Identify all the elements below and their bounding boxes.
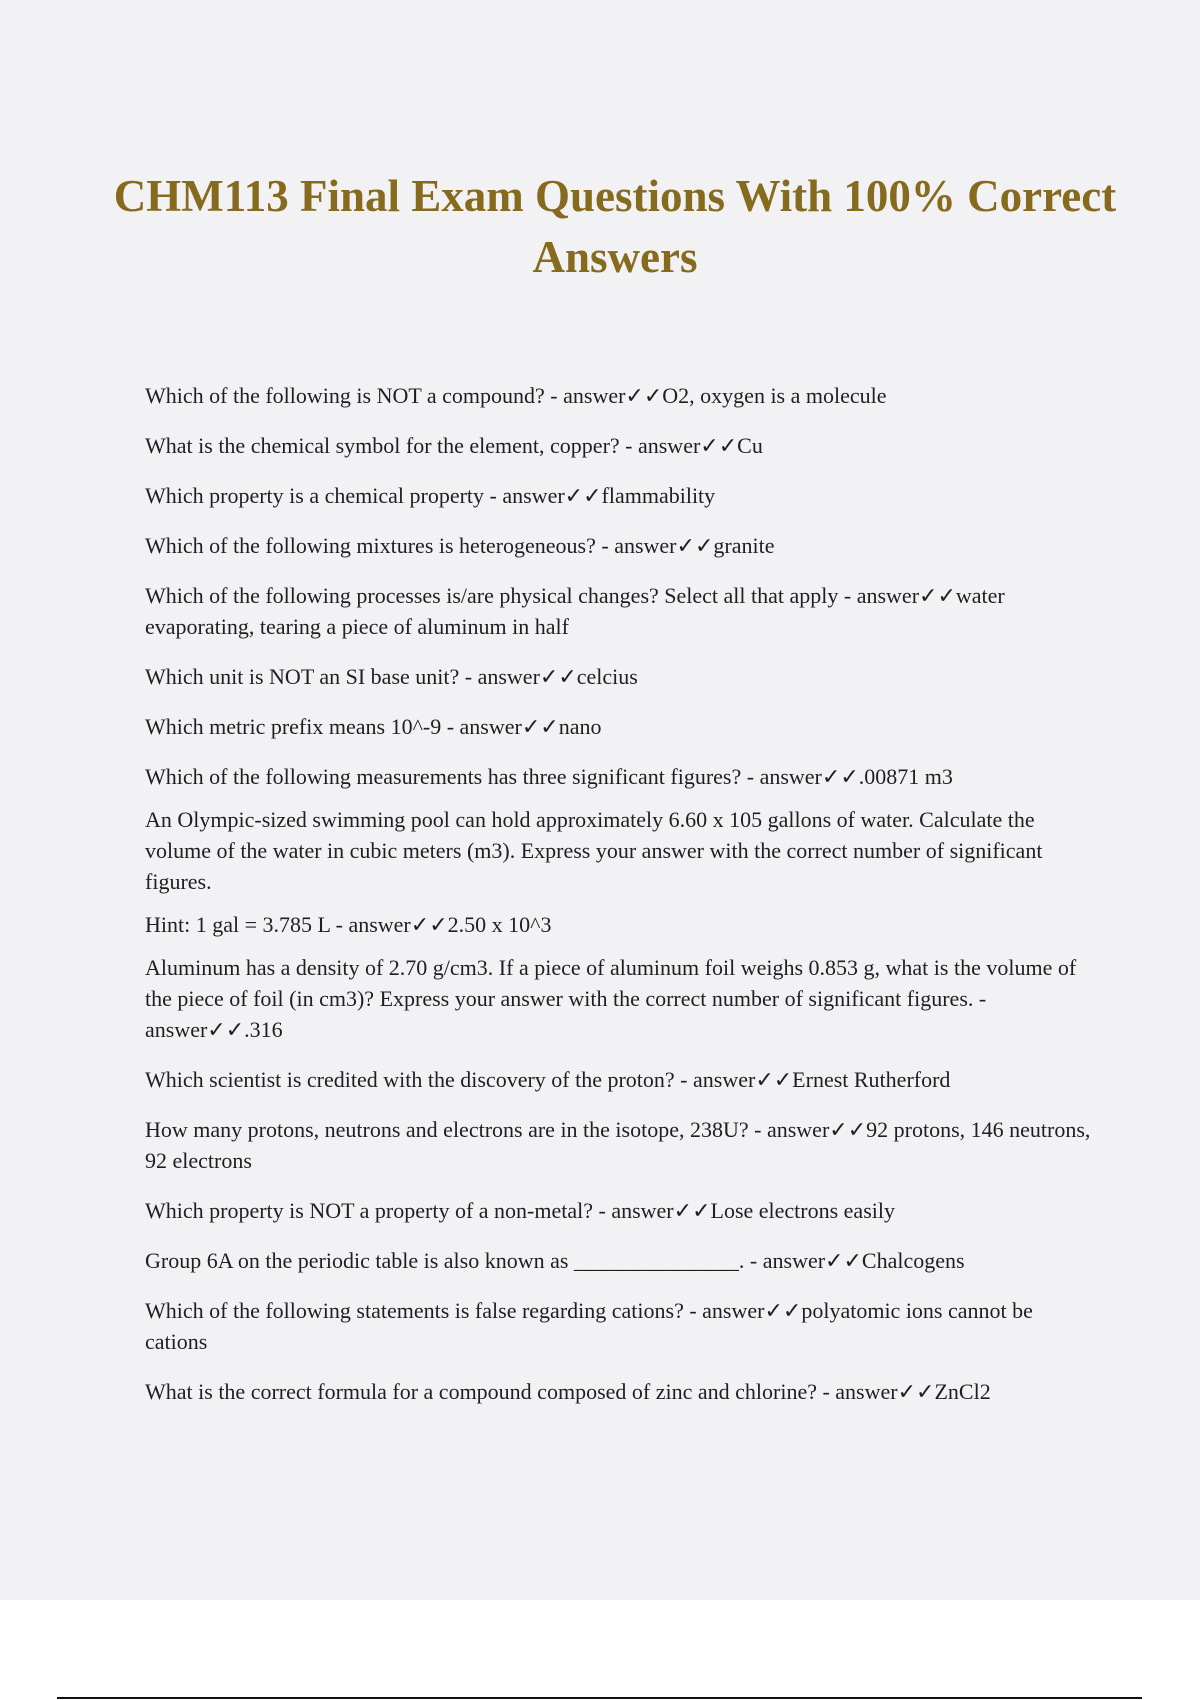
qa-item: Group 6A on the periodic table is also known as _______________. - answer✓✓Chalcogens (145, 1248, 965, 1273)
qa-item: What is the correct formula for a compound composed of zinc and chlorine? - answer✓✓ZnCl2 (145, 1379, 991, 1404)
qa-item: An Olympic-sized swimming pool can hold approximately 6.60 x 105 gallons of water. Calculate the volume of the water in cubic meters (m3). Express your answer with the correct number of significant figures. (145, 807, 1043, 894)
qa-item: Which metric prefix means 10^-9 - answer✓✓nano (145, 714, 602, 739)
document-title: CHM113 Final Exam Questions With 100% Correct Answers (113, 171, 1117, 282)
qa-item: Hint: 1 gal = 3.785 L - answer✓✓2.50 x 10^3 (145, 912, 552, 937)
qa-item: Which of the following statements is false regarding cations? - answer✓✓polyatomic ions cannot be cations (145, 1298, 1033, 1354)
qa-item: Aluminum has a density of 2.70 g/cm3. If a piece of aluminum foil weighs 0.853 g, what is the volume of the piece of foil (in cm3)? Express your answer with the correct number of significant figures. - answer✓✓.316 (145, 955, 1077, 1042)
qa-item: Which unit is NOT an SI base unit? - answer✓✓celcius (145, 664, 638, 689)
qa-item: Which of the following is NOT a compound? - answer✓✓O2, oxygen is a molecule (145, 383, 887, 408)
question-answer-list (145, 380, 1095, 1407)
qa-item: Which of the following processes is/are physical changes? Select all that apply - answer✓✓water evaporating, tearing a piece of aluminum in half (145, 583, 1005, 639)
qa-item: How many protons, neutrons and electrons are in the isotope, 238U? - answer✓✓92 protons, 146 neutrons, 92 electrons (145, 1117, 1091, 1173)
qa-item: Which scientist is credited with the discovery of the proton? - answer✓✓Ernest Rutherford (145, 1067, 951, 1092)
qa-item: Which property is NOT a property of a non-metal? - answer✓✓Lose electrons easily (145, 1198, 895, 1223)
footer-rule (57, 1697, 1142, 1699)
qa-item: Which property is a chemical property - answer✓✓flammability (145, 483, 716, 508)
qa-item: What is the chemical symbol for the element, copper? - answer✓✓Cu (145, 433, 763, 458)
qa-item: Which of the following mixtures is heterogeneous? - answer✓✓granite (145, 533, 775, 558)
qa-item: Which of the following measurements has three significant figures? - answer✓✓.00871 m3 (145, 764, 953, 789)
